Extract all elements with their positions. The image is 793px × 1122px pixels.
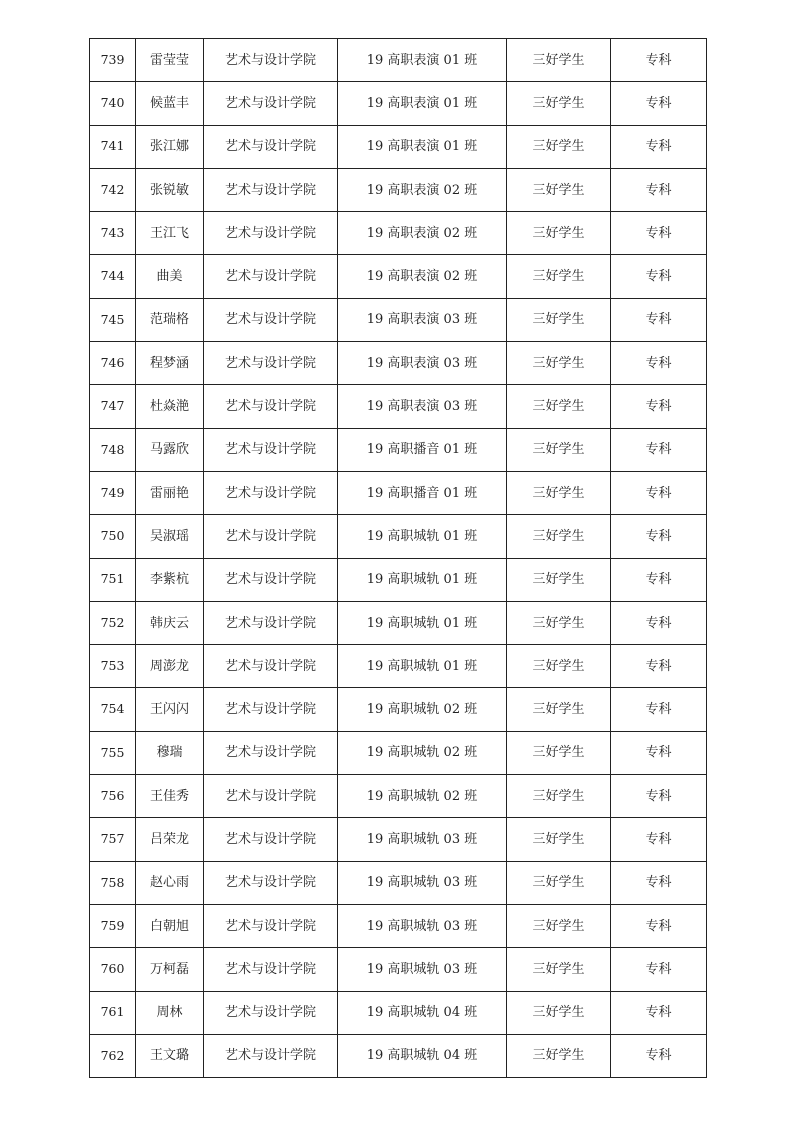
table-row — [90, 861, 707, 904]
college-cell: 艺术与设计学院 — [204, 515, 338, 558]
table-row — [90, 645, 707, 688]
row-number-cell: 739 — [90, 39, 136, 82]
table-row — [90, 471, 707, 514]
student-name-cell: 马露欣 — [136, 428, 204, 471]
table-row — [90, 342, 707, 385]
award-title-cell: 三好学生 — [507, 515, 611, 558]
row-number-cell: 740 — [90, 82, 136, 125]
college-cell: 艺术与设计学院 — [204, 1034, 338, 1077]
award-title-cell: 三好学生 — [507, 948, 611, 991]
class-name-cell: 19 高职表演 03 班 — [338, 342, 507, 385]
education-level-cell: 专科 — [611, 861, 707, 904]
award-title-cell: 三好学生 — [507, 471, 611, 514]
education-level-cell: 专科 — [611, 904, 707, 947]
class-name-cell: 19 高职表演 03 班 — [338, 298, 507, 341]
student-name-cell: 韩庆云 — [136, 601, 204, 644]
education-level-cell: 专科 — [611, 1034, 707, 1077]
award-title-cell: 三好学生 — [507, 558, 611, 601]
class-name-cell: 19 高职播音 01 班 — [338, 428, 507, 471]
student-name-cell: 周林 — [136, 991, 204, 1034]
table-row — [90, 212, 707, 255]
student-name-cell: 穆瑞 — [136, 731, 204, 774]
table-row — [90, 515, 707, 558]
student-name-cell: 王佳秀 — [136, 775, 204, 818]
education-level-cell: 专科 — [611, 731, 707, 774]
table-body — [90, 39, 707, 1078]
education-level-cell: 专科 — [611, 818, 707, 861]
college-cell: 艺术与设计学院 — [204, 558, 338, 601]
class-name-cell: 19 高职表演 01 班 — [338, 82, 507, 125]
class-name-cell: 19 高职城轨 03 班 — [338, 948, 507, 991]
table-row — [90, 948, 707, 991]
college-cell: 艺术与设计学院 — [204, 861, 338, 904]
class-name-cell: 19 高职城轨 01 班 — [338, 558, 507, 601]
table-row — [90, 385, 707, 428]
student-name-cell: 雷丽艳 — [136, 471, 204, 514]
education-level-cell: 专科 — [611, 168, 707, 211]
education-level-cell: 专科 — [611, 645, 707, 688]
table-row — [90, 601, 707, 644]
college-cell: 艺术与设计学院 — [204, 775, 338, 818]
student-name-cell: 李紫杭 — [136, 558, 204, 601]
row-number-cell: 748 — [90, 428, 136, 471]
award-list-page — [89, 38, 706, 1078]
row-number-cell: 745 — [90, 298, 136, 341]
row-number-cell: 752 — [90, 601, 136, 644]
award-title-cell: 三好学生 — [507, 39, 611, 82]
award-title-cell: 三好学生 — [507, 385, 611, 428]
row-number-cell: 754 — [90, 688, 136, 731]
award-title-cell: 三好学生 — [507, 168, 611, 211]
college-cell: 艺术与设计学院 — [204, 991, 338, 1034]
class-name-cell: 19 高职城轨 03 班 — [338, 861, 507, 904]
row-number-cell: 760 — [90, 948, 136, 991]
student-name-cell: 白朝旭 — [136, 904, 204, 947]
college-cell: 艺术与设计学院 — [204, 818, 338, 861]
row-number-cell: 747 — [90, 385, 136, 428]
row-number-cell: 753 — [90, 645, 136, 688]
education-level-cell: 专科 — [611, 385, 707, 428]
row-number-cell: 749 — [90, 471, 136, 514]
college-cell: 艺术与设计学院 — [204, 342, 338, 385]
award-title-cell: 三好学生 — [507, 688, 611, 731]
table-row — [90, 82, 707, 125]
education-level-cell: 专科 — [611, 298, 707, 341]
college-cell: 艺术与设计学院 — [204, 298, 338, 341]
award-title-cell: 三好学生 — [507, 125, 611, 168]
college-cell: 艺术与设计学院 — [204, 82, 338, 125]
table-row — [90, 558, 707, 601]
student-name-cell: 雷莹莹 — [136, 39, 204, 82]
award-title-cell: 三好学生 — [507, 645, 611, 688]
table-row — [90, 688, 707, 731]
education-level-cell: 专科 — [611, 601, 707, 644]
class-name-cell: 19 高职表演 02 班 — [338, 255, 507, 298]
college-cell: 艺术与设计学院 — [204, 255, 338, 298]
award-title-cell: 三好学生 — [507, 818, 611, 861]
education-level-cell: 专科 — [611, 471, 707, 514]
college-cell: 艺术与设计学院 — [204, 645, 338, 688]
row-number-cell: 758 — [90, 861, 136, 904]
student-name-cell: 吴淑瑶 — [136, 515, 204, 558]
table-row — [90, 904, 707, 947]
education-level-cell: 专科 — [611, 558, 707, 601]
table-row — [90, 255, 707, 298]
student-name-cell: 赵心雨 — [136, 861, 204, 904]
student-name-cell: 王江飞 — [136, 212, 204, 255]
row-number-cell: 741 — [90, 125, 136, 168]
table-row — [90, 991, 707, 1034]
class-name-cell: 19 高职城轨 02 班 — [338, 731, 507, 774]
college-cell: 艺术与设计学院 — [204, 428, 338, 471]
class-name-cell: 19 高职表演 03 班 — [338, 385, 507, 428]
row-number-cell: 746 — [90, 342, 136, 385]
class-name-cell: 19 高职城轨 01 班 — [338, 601, 507, 644]
table-row — [90, 1034, 707, 1077]
award-title-cell: 三好学生 — [507, 342, 611, 385]
table-row — [90, 39, 707, 82]
table-row — [90, 125, 707, 168]
table-row — [90, 298, 707, 341]
class-name-cell: 19 高职城轨 03 班 — [338, 904, 507, 947]
award-list-table — [89, 38, 707, 1078]
award-title-cell: 三好学生 — [507, 775, 611, 818]
education-level-cell: 专科 — [611, 342, 707, 385]
student-name-cell: 王闪闪 — [136, 688, 204, 731]
class-name-cell: 19 高职城轨 04 班 — [338, 991, 507, 1034]
award-title-cell: 三好学生 — [507, 298, 611, 341]
education-level-cell: 专科 — [611, 39, 707, 82]
award-title-cell: 三好学生 — [507, 731, 611, 774]
row-number-cell: 750 — [90, 515, 136, 558]
row-number-cell: 751 — [90, 558, 136, 601]
class-name-cell: 19 高职城轨 01 班 — [338, 515, 507, 558]
education-level-cell: 专科 — [611, 948, 707, 991]
table-row — [90, 818, 707, 861]
class-name-cell: 19 高职表演 01 班 — [338, 39, 507, 82]
student-name-cell: 曲美 — [136, 255, 204, 298]
row-number-cell: 755 — [90, 731, 136, 774]
row-number-cell: 762 — [90, 1034, 136, 1077]
student-name-cell: 候蓝丰 — [136, 82, 204, 125]
college-cell: 艺术与设计学院 — [204, 39, 338, 82]
award-title-cell: 三好学生 — [507, 82, 611, 125]
college-cell: 艺术与设计学院 — [204, 385, 338, 428]
award-title-cell: 三好学生 — [507, 212, 611, 255]
education-level-cell: 专科 — [611, 775, 707, 818]
class-name-cell: 19 高职城轨 01 班 — [338, 645, 507, 688]
student-name-cell: 杜焱滟 — [136, 385, 204, 428]
education-level-cell: 专科 — [611, 125, 707, 168]
table-row — [90, 731, 707, 774]
college-cell: 艺术与设计学院 — [204, 168, 338, 211]
college-cell: 艺术与设计学院 — [204, 125, 338, 168]
college-cell: 艺术与设计学院 — [204, 948, 338, 991]
college-cell: 艺术与设计学院 — [204, 601, 338, 644]
class-name-cell: 19 高职表演 02 班 — [338, 212, 507, 255]
row-number-cell: 759 — [90, 904, 136, 947]
student-name-cell: 程梦涵 — [136, 342, 204, 385]
award-title-cell: 三好学生 — [507, 255, 611, 298]
student-name-cell: 张锐敏 — [136, 168, 204, 211]
table-row — [90, 428, 707, 471]
education-level-cell: 专科 — [611, 515, 707, 558]
college-cell: 艺术与设计学院 — [204, 471, 338, 514]
award-title-cell: 三好学生 — [507, 1034, 611, 1077]
college-cell: 艺术与设计学院 — [204, 731, 338, 774]
row-number-cell: 743 — [90, 212, 136, 255]
college-cell: 艺术与设计学院 — [204, 904, 338, 947]
college-cell: 艺术与设计学院 — [204, 212, 338, 255]
education-level-cell: 专科 — [611, 991, 707, 1034]
class-name-cell: 19 高职城轨 03 班 — [338, 818, 507, 861]
row-number-cell: 757 — [90, 818, 136, 861]
row-number-cell: 756 — [90, 775, 136, 818]
row-number-cell: 744 — [90, 255, 136, 298]
row-number-cell: 742 — [90, 168, 136, 211]
student-name-cell: 周澎龙 — [136, 645, 204, 688]
award-title-cell: 三好学生 — [507, 861, 611, 904]
education-level-cell: 专科 — [611, 428, 707, 471]
student-name-cell: 范瑞格 — [136, 298, 204, 341]
table-row — [90, 168, 707, 211]
class-name-cell: 19 高职表演 01 班 — [338, 125, 507, 168]
class-name-cell: 19 高职表演 02 班 — [338, 168, 507, 211]
college-cell: 艺术与设计学院 — [204, 688, 338, 731]
class-name-cell: 19 高职城轨 02 班 — [338, 775, 507, 818]
student-name-cell: 万柯磊 — [136, 948, 204, 991]
award-title-cell: 三好学生 — [507, 904, 611, 947]
award-title-cell: 三好学生 — [507, 428, 611, 471]
student-name-cell: 王文璐 — [136, 1034, 204, 1077]
class-name-cell: 19 高职城轨 04 班 — [338, 1034, 507, 1077]
education-level-cell: 专科 — [611, 212, 707, 255]
education-level-cell: 专科 — [611, 688, 707, 731]
class-name-cell: 19 高职播音 01 班 — [338, 471, 507, 514]
award-title-cell: 三好学生 — [507, 601, 611, 644]
table-row — [90, 775, 707, 818]
award-title-cell: 三好学生 — [507, 991, 611, 1034]
education-level-cell: 专科 — [611, 82, 707, 125]
education-level-cell: 专科 — [611, 255, 707, 298]
class-name-cell: 19 高职城轨 02 班 — [338, 688, 507, 731]
row-number-cell: 761 — [90, 991, 136, 1034]
student-name-cell: 张江娜 — [136, 125, 204, 168]
student-name-cell: 吕荣龙 — [136, 818, 204, 861]
